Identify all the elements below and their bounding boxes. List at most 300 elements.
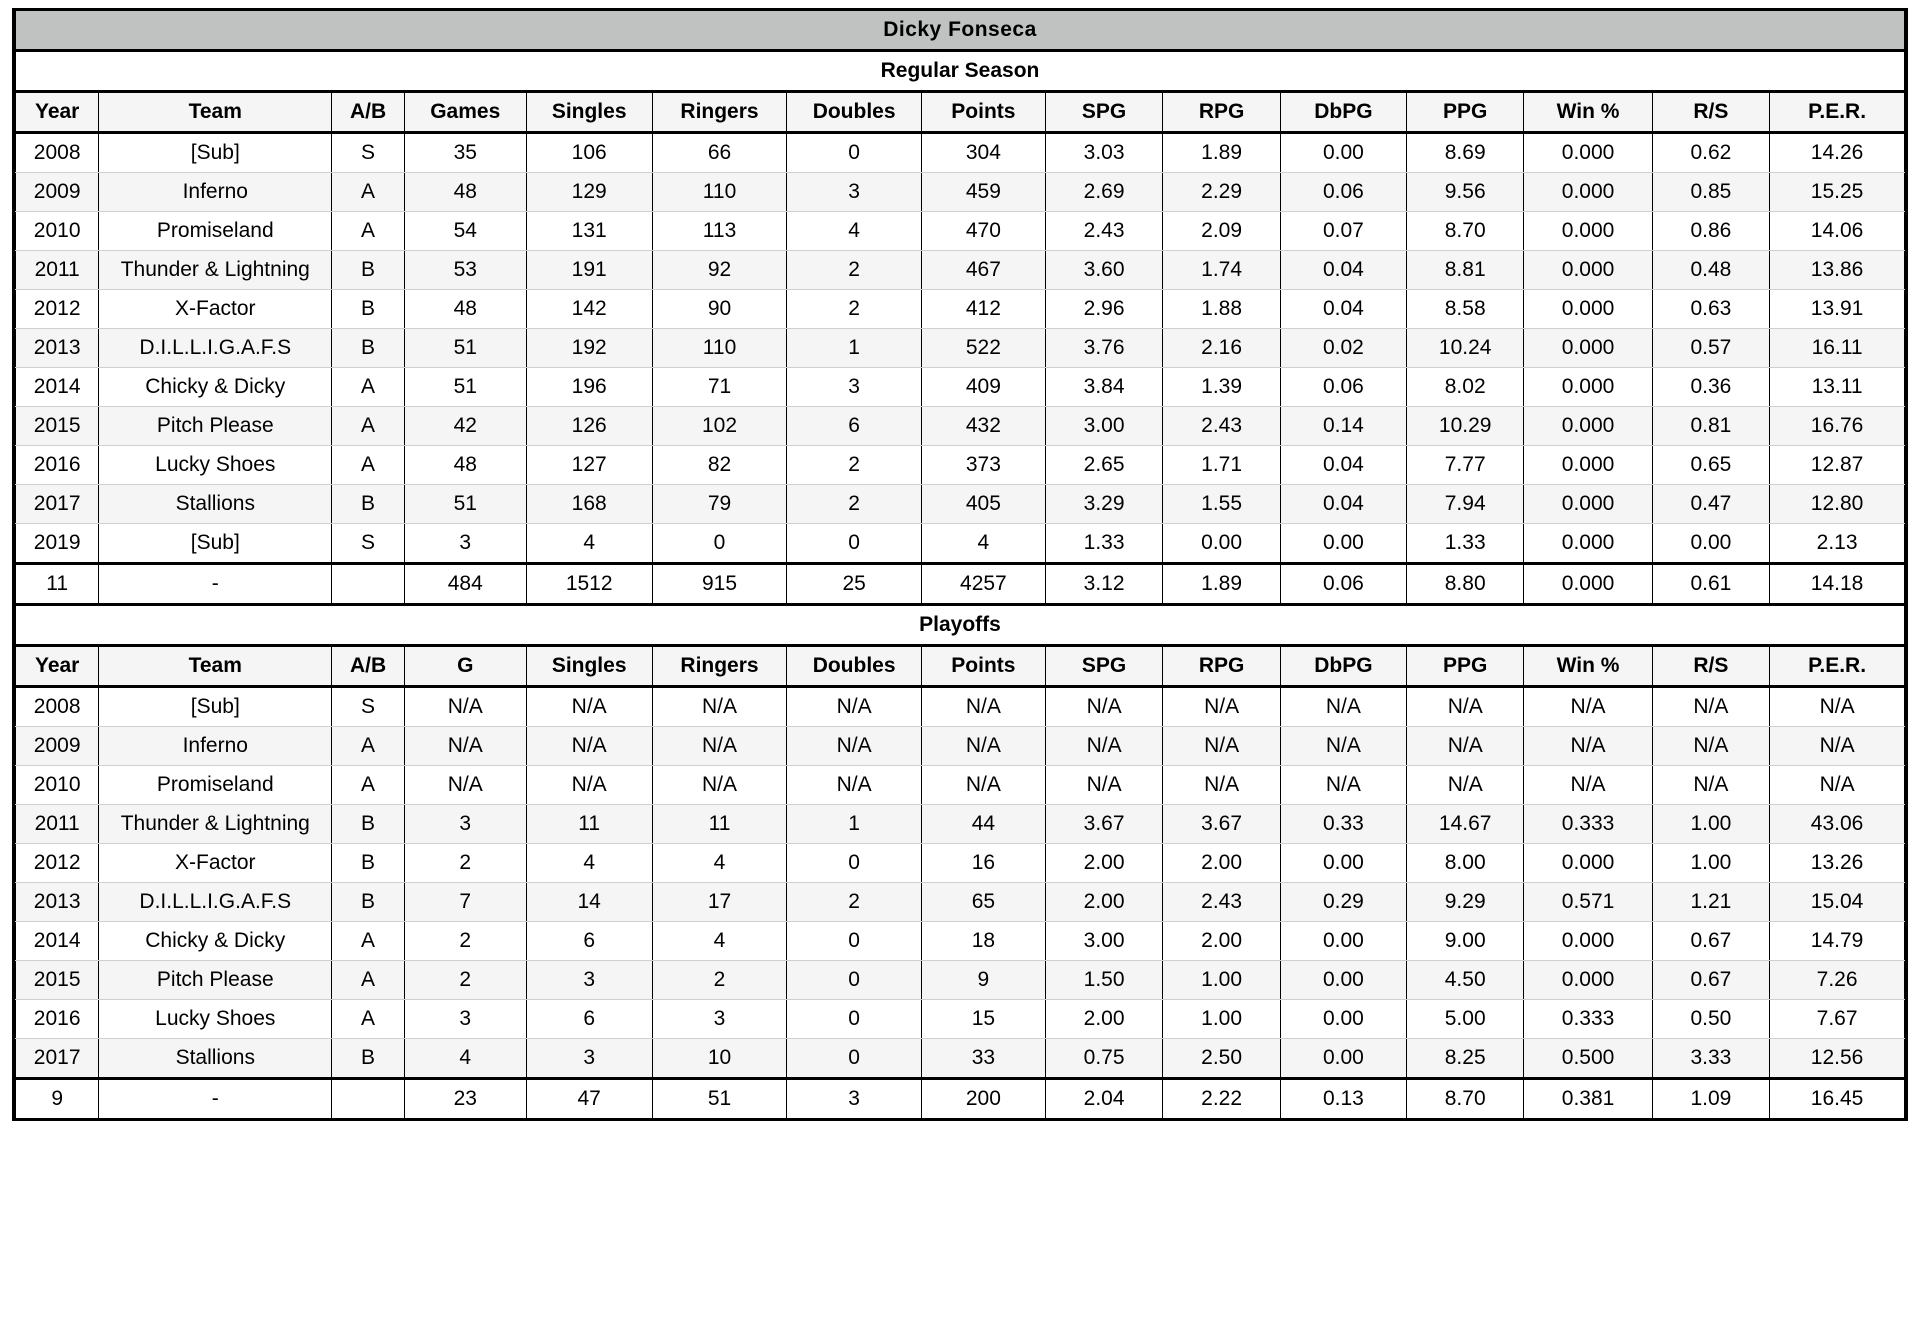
cell-rs: 0.81 — [1652, 407, 1770, 446]
total-singles: 1512 — [526, 564, 652, 605]
playoffs-totals-row — [16, 1079, 1905, 1119]
column-header-win-pct[interactable]: Win % — [1524, 646, 1652, 687]
cell-doubles: 0 — [787, 1039, 922, 1079]
table-row — [16, 251, 1905, 290]
cell-year: 2009 — [16, 727, 99, 766]
cell-singles: 142 — [526, 290, 652, 329]
cell-ab: A — [332, 727, 405, 766]
cell-win-pct: N/A — [1524, 727, 1652, 766]
cell-team: Stallions — [99, 1039, 332, 1079]
cell-ringers: 66 — [652, 133, 787, 173]
cell-doubles: 2 — [787, 883, 922, 922]
cell-ppg: 10.24 — [1406, 329, 1524, 368]
cell-doubles: 2 — [787, 251, 922, 290]
cell-games: 51 — [404, 485, 526, 524]
cell-spg: 3.84 — [1045, 368, 1163, 407]
cell-singles: 196 — [526, 368, 652, 407]
cell-team: Thunder & Lightning — [99, 805, 332, 844]
cell-year: 2015 — [16, 961, 99, 1000]
cell-year: 2019 — [16, 524, 99, 564]
cell-year: 2013 — [16, 329, 99, 368]
cell-games: 48 — [404, 446, 526, 485]
column-header-team[interactable]: Team — [99, 646, 332, 687]
cell-rpg: N/A — [1163, 727, 1281, 766]
table-row — [16, 173, 1905, 212]
cell-doubles: N/A — [787, 766, 922, 805]
cell-spg: 2.00 — [1045, 883, 1163, 922]
cell-points: 405 — [921, 485, 1045, 524]
cell-games: 54 — [404, 212, 526, 251]
cell-team: Lucky Shoes — [99, 1000, 332, 1039]
column-header-win-pct[interactable]: Win % — [1524, 92, 1652, 133]
cell-rpg: N/A — [1163, 687, 1281, 727]
cell-per: 2.13 — [1770, 524, 1905, 564]
cell-spg: 2.65 — [1045, 446, 1163, 485]
cell-singles: 4 — [526, 844, 652, 883]
section-header-regular-season — [16, 51, 1905, 92]
column-header-doubles[interactable]: Doubles — [787, 92, 922, 133]
cell-year: 2013 — [16, 883, 99, 922]
cell-rs: 0.65 — [1652, 446, 1770, 485]
column-header-rs[interactable]: R/S — [1652, 646, 1770, 687]
cell-rs: 1.00 — [1652, 805, 1770, 844]
cell-ppg: 1.33 — [1406, 524, 1524, 564]
cell-win-pct: 0.000 — [1524, 922, 1652, 961]
table-row — [16, 766, 1905, 805]
column-header-singles[interactable]: Singles — [526, 92, 652, 133]
cell-doubles: 3 — [787, 368, 922, 407]
cell-per: N/A — [1770, 766, 1905, 805]
total-rs: 0.61 — [1652, 564, 1770, 605]
column-header-ringers[interactable]: Ringers — [652, 92, 787, 133]
cell-ringers: N/A — [652, 687, 787, 727]
cell-year: 2010 — [16, 212, 99, 251]
cell-ringers: 92 — [652, 251, 787, 290]
cell-year: 2008 — [16, 133, 99, 173]
cell-dbpg: 0.00 — [1280, 1000, 1406, 1039]
cell-ab: B — [332, 1039, 405, 1079]
cell-spg: 2.96 — [1045, 290, 1163, 329]
column-header-ringers[interactable]: Ringers — [652, 646, 787, 687]
cell-win-pct: 0.000 — [1524, 173, 1652, 212]
cell-rs: 0.36 — [1652, 368, 1770, 407]
table-row — [16, 329, 1905, 368]
column-header-ab[interactable]: A/B — [332, 92, 405, 133]
cell-doubles: 0 — [787, 961, 922, 1000]
cell-ringers: 82 — [652, 446, 787, 485]
column-header-year[interactable]: Year — [16, 92, 99, 133]
cell-ppg: 8.00 — [1406, 844, 1524, 883]
column-header-games[interactable]: G — [404, 646, 526, 687]
cell-rs: N/A — [1652, 727, 1770, 766]
cell-dbpg: 0.00 — [1280, 133, 1406, 173]
total-ab — [332, 564, 405, 605]
cell-singles: 126 — [526, 407, 652, 446]
cell-points: 470 — [921, 212, 1045, 251]
cell-ab: B — [332, 329, 405, 368]
cell-games: 53 — [404, 251, 526, 290]
cell-rpg: N/A — [1163, 766, 1281, 805]
column-header-dbpg[interactable]: DbPG — [1280, 646, 1406, 687]
cell-doubles: 0 — [787, 524, 922, 564]
total-win-pct: 0.000 — [1524, 564, 1652, 605]
cell-points: N/A — [921, 687, 1045, 727]
cell-dbpg: 0.00 — [1280, 524, 1406, 564]
cell-dbpg: 0.06 — [1280, 173, 1406, 212]
cell-win-pct: 0.333 — [1524, 1000, 1652, 1039]
cell-per: 7.26 — [1770, 961, 1905, 1000]
cell-per: 16.76 — [1770, 407, 1905, 446]
table-row — [16, 727, 1905, 766]
cell-games: 51 — [404, 368, 526, 407]
cell-rs: 0.62 — [1652, 133, 1770, 173]
cell-doubles: N/A — [787, 687, 922, 727]
cell-doubles: N/A — [787, 727, 922, 766]
column-header-ppg[interactable]: PPG — [1406, 92, 1524, 133]
cell-games: 51 — [404, 329, 526, 368]
cell-team: [Sub] — [99, 524, 332, 564]
cell-singles: 129 — [526, 173, 652, 212]
total-doubles: 25 — [787, 564, 922, 605]
column-header-games[interactable]: Games — [404, 92, 526, 133]
column-header-year[interactable]: Year — [16, 646, 99, 687]
column-header-rs[interactable]: R/S — [1652, 92, 1770, 133]
cell-ppg: 4.50 — [1406, 961, 1524, 1000]
cell-dbpg: 0.04 — [1280, 485, 1406, 524]
column-header-points[interactable]: Points — [921, 92, 1045, 133]
cell-rpg: 1.39 — [1163, 368, 1281, 407]
cell-rpg: 2.43 — [1163, 883, 1281, 922]
cell-rs: 0.67 — [1652, 961, 1770, 1000]
cell-year: 2008 — [16, 687, 99, 727]
cell-per: 14.79 — [1770, 922, 1905, 961]
cell-ab: A — [332, 407, 405, 446]
cell-win-pct: 0.333 — [1524, 805, 1652, 844]
total-ab — [332, 1079, 405, 1119]
cell-points: 467 — [921, 251, 1045, 290]
cell-ringers: 110 — [652, 173, 787, 212]
total-rpg: 1.89 — [1163, 564, 1281, 605]
table-row — [16, 290, 1905, 329]
cell-ringers: 0 — [652, 524, 787, 564]
cell-rpg: 2.50 — [1163, 1039, 1281, 1079]
cell-points: 44 — [921, 805, 1045, 844]
cell-points: 15 — [921, 1000, 1045, 1039]
cell-games: 2 — [404, 844, 526, 883]
cell-spg: 3.60 — [1045, 251, 1163, 290]
cell-spg: 0.75 — [1045, 1039, 1163, 1079]
cell-dbpg: 0.04 — [1280, 290, 1406, 329]
cell-per: 15.04 — [1770, 883, 1905, 922]
column-header-spg[interactable]: SPG — [1045, 92, 1163, 133]
cell-dbpg: 0.33 — [1280, 805, 1406, 844]
table-row — [16, 805, 1905, 844]
cell-rpg: 1.00 — [1163, 1000, 1281, 1039]
cell-dbpg: 0.04 — [1280, 251, 1406, 290]
cell-ppg: N/A — [1406, 727, 1524, 766]
cell-points: 412 — [921, 290, 1045, 329]
cell-ab: B — [332, 805, 405, 844]
cell-doubles: 0 — [787, 844, 922, 883]
cell-rs: 1.00 — [1652, 844, 1770, 883]
cell-ringers: 4 — [652, 922, 787, 961]
cell-games: 3 — [404, 805, 526, 844]
cell-team: Thunder & Lightning — [99, 251, 332, 290]
cell-doubles: 4 — [787, 212, 922, 251]
column-header-team[interactable]: Team — [99, 92, 332, 133]
section-header-playoffs — [16, 605, 1905, 646]
cell-spg: 1.50 — [1045, 961, 1163, 1000]
cell-year: 2016 — [16, 1000, 99, 1039]
cell-win-pct: 0.000 — [1524, 844, 1652, 883]
cell-per: 13.91 — [1770, 290, 1905, 329]
cell-doubles: 1 — [787, 329, 922, 368]
cell-singles: N/A — [526, 687, 652, 727]
cell-ringers: N/A — [652, 727, 787, 766]
cell-per: 43.06 — [1770, 805, 1905, 844]
cell-singles: 14 — [526, 883, 652, 922]
cell-singles: 11 — [526, 805, 652, 844]
cell-year: 2011 — [16, 251, 99, 290]
cell-win-pct: 0.000 — [1524, 407, 1652, 446]
cell-team: Pitch Please — [99, 961, 332, 1000]
cell-singles: 168 — [526, 485, 652, 524]
cell-ab: S — [332, 524, 405, 564]
cell-win-pct: 0.000 — [1524, 485, 1652, 524]
table-row — [16, 844, 1905, 883]
cell-ab: A — [332, 212, 405, 251]
cell-per: 13.26 — [1770, 844, 1905, 883]
cell-spg: 2.00 — [1045, 1000, 1163, 1039]
cell-year: 2009 — [16, 173, 99, 212]
cell-ringers: 110 — [652, 329, 787, 368]
cell-points: 432 — [921, 407, 1045, 446]
column-header-points[interactable]: Points — [921, 646, 1045, 687]
table-row — [16, 961, 1905, 1000]
total-ppg: 8.80 — [1406, 564, 1524, 605]
cell-rpg: 0.00 — [1163, 524, 1281, 564]
cell-ab: B — [332, 844, 405, 883]
cell-win-pct: N/A — [1524, 766, 1652, 805]
cell-ringers: 4 — [652, 844, 787, 883]
cell-dbpg: 0.07 — [1280, 212, 1406, 251]
cell-dbpg: 0.06 — [1280, 368, 1406, 407]
cell-doubles: 0 — [787, 1000, 922, 1039]
player-stats-sheet — [12, 8, 1908, 1121]
cell-games: 48 — [404, 173, 526, 212]
cell-doubles: 2 — [787, 485, 922, 524]
column-header-doubles[interactable]: Doubles — [787, 646, 922, 687]
cell-team: D.I.L.L.I.G.A.F.S — [99, 329, 332, 368]
cell-spg: 3.03 — [1045, 133, 1163, 173]
cell-per: 16.11 — [1770, 329, 1905, 368]
cell-team: [Sub] — [99, 687, 332, 727]
cell-ppg: 8.81 — [1406, 251, 1524, 290]
cell-ppg: 8.69 — [1406, 133, 1524, 173]
cell-points: 373 — [921, 446, 1045, 485]
cell-ab: A — [332, 922, 405, 961]
cell-spg: 3.29 — [1045, 485, 1163, 524]
cell-singles: 3 — [526, 1039, 652, 1079]
cell-win-pct: 0.500 — [1524, 1039, 1652, 1079]
cell-rs: 0.85 — [1652, 173, 1770, 212]
total-ringers: 915 — [652, 564, 787, 605]
cell-games: N/A — [404, 727, 526, 766]
cell-ringers: 17 — [652, 883, 787, 922]
cell-rs: 0.57 — [1652, 329, 1770, 368]
cell-points: 18 — [921, 922, 1045, 961]
cell-team: Chicky & Dicky — [99, 922, 332, 961]
cell-team: Pitch Please — [99, 407, 332, 446]
cell-ab: A — [332, 173, 405, 212]
column-header-dbpg[interactable]: DbPG — [1280, 92, 1406, 133]
cell-win-pct: 0.000 — [1524, 446, 1652, 485]
cell-rpg: 1.00 — [1163, 961, 1281, 1000]
cell-singles: 106 — [526, 133, 652, 173]
cell-ppg: 8.02 — [1406, 368, 1524, 407]
cell-dbpg: N/A — [1280, 766, 1406, 805]
cell-year: 2014 — [16, 368, 99, 407]
cell-year: 2012 — [16, 290, 99, 329]
stats-table — [15, 11, 1905, 1118]
cell-singles: N/A — [526, 766, 652, 805]
total-spg: 3.12 — [1045, 564, 1163, 605]
column-header-ab[interactable]: A/B — [332, 646, 405, 687]
cell-per: 15.25 — [1770, 173, 1905, 212]
cell-ppg: 10.29 — [1406, 407, 1524, 446]
cell-spg: 2.69 — [1045, 173, 1163, 212]
cell-dbpg: N/A — [1280, 727, 1406, 766]
cell-spg: N/A — [1045, 727, 1163, 766]
cell-singles: 6 — [526, 922, 652, 961]
cell-rs: 0.63 — [1652, 290, 1770, 329]
total-per: 16.45 — [1770, 1079, 1905, 1119]
cell-dbpg: 0.02 — [1280, 329, 1406, 368]
playoffs-column-headers — [16, 646, 1905, 687]
cell-ab: A — [332, 368, 405, 407]
cell-ab: S — [332, 133, 405, 173]
cell-year: 2010 — [16, 766, 99, 805]
cell-points: N/A — [921, 727, 1045, 766]
cell-ab: A — [332, 1000, 405, 1039]
cell-spg: 2.43 — [1045, 212, 1163, 251]
column-header-singles[interactable]: Singles — [526, 646, 652, 687]
cell-year: 2012 — [16, 844, 99, 883]
cell-team: Stallions — [99, 485, 332, 524]
total-rs: 1.09 — [1652, 1079, 1770, 1119]
cell-points: 33 — [921, 1039, 1045, 1079]
page-title: Dicky Fonseca — [16, 11, 1905, 51]
regular-season-totals-row — [16, 564, 1905, 605]
cell-dbpg: 0.00 — [1280, 922, 1406, 961]
cell-team: X-Factor — [99, 290, 332, 329]
total-per: 14.18 — [1770, 564, 1905, 605]
total-seasons: 9 — [16, 1079, 99, 1119]
cell-games: 2 — [404, 961, 526, 1000]
cell-ab: B — [332, 883, 405, 922]
cell-ringers: 71 — [652, 368, 787, 407]
cell-singles: 192 — [526, 329, 652, 368]
cell-year: 2016 — [16, 446, 99, 485]
cell-rs: N/A — [1652, 766, 1770, 805]
cell-ab: A — [332, 446, 405, 485]
table-row — [16, 883, 1905, 922]
cell-ppg: 9.29 — [1406, 883, 1524, 922]
total-rpg: 2.22 — [1163, 1079, 1281, 1119]
cell-doubles: 2 — [787, 290, 922, 329]
cell-singles: N/A — [526, 727, 652, 766]
cell-ab: A — [332, 766, 405, 805]
cell-games: N/A — [404, 687, 526, 727]
cell-doubles: 6 — [787, 407, 922, 446]
cell-ppg: 7.77 — [1406, 446, 1524, 485]
total-dbpg: 0.13 — [1280, 1079, 1406, 1119]
table-row — [16, 212, 1905, 251]
cell-win-pct: 0.000 — [1524, 961, 1652, 1000]
cell-spg: 3.76 — [1045, 329, 1163, 368]
cell-rpg: 2.29 — [1163, 173, 1281, 212]
cell-year: 2011 — [16, 805, 99, 844]
cell-rpg: 1.89 — [1163, 133, 1281, 173]
cell-singles: 191 — [526, 251, 652, 290]
cell-points: 65 — [921, 883, 1045, 922]
cell-win-pct: 0.000 — [1524, 212, 1652, 251]
cell-rs: N/A — [1652, 687, 1770, 727]
column-header-rpg[interactable]: RPG — [1163, 92, 1281, 133]
section-label: Playoffs — [16, 605, 1905, 646]
total-singles: 47 — [526, 1079, 652, 1119]
total-team: - — [99, 564, 332, 605]
cell-ppg: 5.00 — [1406, 1000, 1524, 1039]
cell-rs: 0.86 — [1652, 212, 1770, 251]
table-row — [16, 1039, 1905, 1079]
cell-points: 16 — [921, 844, 1045, 883]
table-row — [16, 368, 1905, 407]
total-spg: 2.04 — [1045, 1079, 1163, 1119]
cell-ppg: 9.56 — [1406, 173, 1524, 212]
cell-ringers: 102 — [652, 407, 787, 446]
cell-rpg: 2.00 — [1163, 844, 1281, 883]
cell-per: 12.80 — [1770, 485, 1905, 524]
cell-singles: 6 — [526, 1000, 652, 1039]
cell-rpg: 3.67 — [1163, 805, 1281, 844]
cell-dbpg: 0.00 — [1280, 1039, 1406, 1079]
cell-rpg: 2.09 — [1163, 212, 1281, 251]
cell-singles: 4 — [526, 524, 652, 564]
column-header-per[interactable]: P.E.R. — [1770, 646, 1905, 687]
cell-ab: B — [332, 251, 405, 290]
cell-rs: 0.47 — [1652, 485, 1770, 524]
cell-games: 42 — [404, 407, 526, 446]
cell-games: 3 — [404, 524, 526, 564]
cell-spg: 3.00 — [1045, 407, 1163, 446]
cell-points: 459 — [921, 173, 1045, 212]
column-header-ppg[interactable]: PPG — [1406, 646, 1524, 687]
table-row — [16, 687, 1905, 727]
total-ppg: 8.70 — [1406, 1079, 1524, 1119]
table-row — [16, 1000, 1905, 1039]
cell-ringers: N/A — [652, 766, 787, 805]
table-row — [16, 133, 1905, 173]
cell-spg: 3.00 — [1045, 922, 1163, 961]
player-title-row — [16, 11, 1905, 51]
cell-year: 2014 — [16, 922, 99, 961]
cell-rpg: 1.71 — [1163, 446, 1281, 485]
column-header-spg[interactable]: SPG — [1045, 646, 1163, 687]
column-header-per[interactable]: P.E.R. — [1770, 92, 1905, 133]
column-header-rpg[interactable]: RPG — [1163, 646, 1281, 687]
cell-spg: 3.67 — [1045, 805, 1163, 844]
